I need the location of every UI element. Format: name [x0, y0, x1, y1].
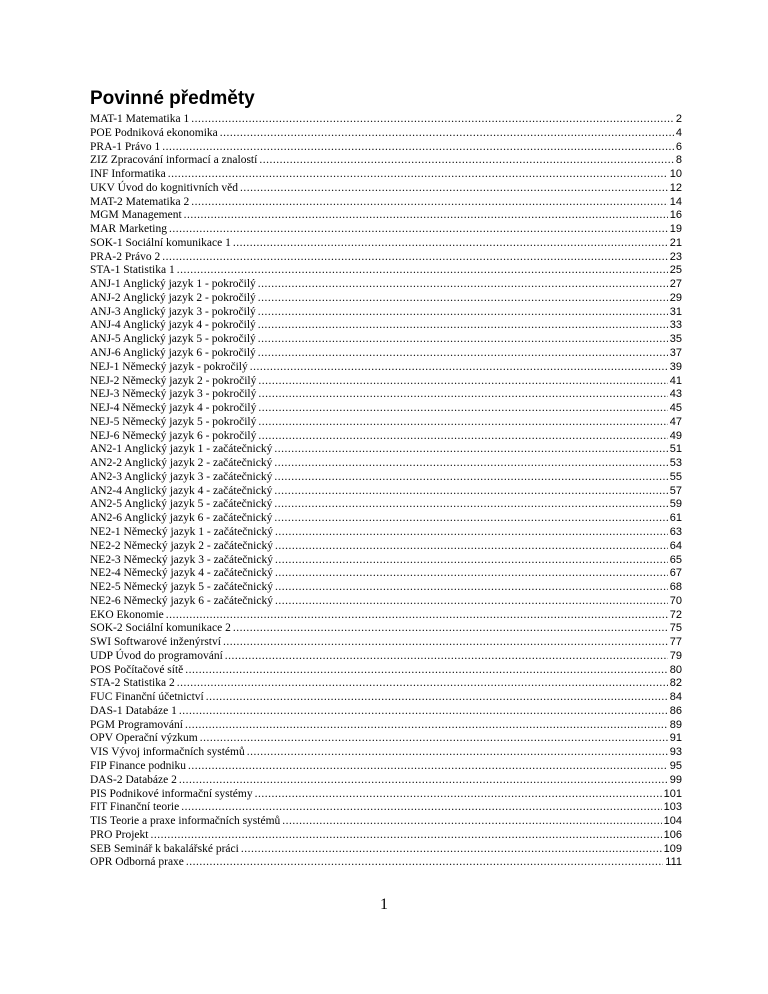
- toc-entry[interactable]: [90, 402, 682, 416]
- toc-entry[interactable]: [90, 732, 682, 746]
- dot-leader: [220, 127, 674, 141]
- toc-entry-page: 55: [669, 470, 682, 483]
- toc-entry-title: AN2-3 Anglický jazyk 3 - začátečnický: [90, 470, 273, 483]
- dot-leader: [258, 430, 667, 444]
- toc-entry[interactable]: [90, 705, 682, 719]
- toc-entry[interactable]: [90, 223, 682, 237]
- toc-entry-title: ANJ-5 Anglický jazyk 5 - pokročilý: [90, 333, 256, 346]
- toc-entry[interactable]: [90, 788, 682, 802]
- toc-entry-page: 109: [663, 842, 682, 855]
- toc-entry-page: 84: [669, 691, 682, 704]
- toc-entry-title: NE2-3 Německý jazyk 3 - začátečnický: [90, 553, 273, 566]
- toc-entry-page: 49: [669, 429, 682, 442]
- toc-entry-title: AN2-4 Anglický jazyk 4 - začátečnický: [90, 484, 273, 497]
- toc-entry-title: ANJ-2 Anglický jazyk 2 - pokročilý: [90, 291, 256, 304]
- toc-entry[interactable]: [90, 774, 682, 788]
- dot-leader: [188, 760, 668, 774]
- toc-entry-title: ZIZ Zpracování informací a znalostí: [90, 154, 258, 167]
- toc-entry[interactable]: [90, 168, 682, 182]
- toc-entry-page: 14: [669, 195, 682, 208]
- toc-entry-page: 82: [669, 677, 682, 690]
- toc-entry-page: 77: [669, 636, 682, 649]
- toc-entry-title: AN2-6 Anglický jazyk 6 - začátečnický: [90, 512, 273, 525]
- toc-entry[interactable]: [90, 306, 682, 320]
- dot-leader: [275, 554, 668, 568]
- dot-leader: [223, 636, 668, 650]
- toc-entry-title: OPV Operační výzkum: [90, 732, 198, 745]
- dot-leader: [274, 471, 667, 485]
- dot-leader: [275, 567, 668, 581]
- toc-entry[interactable]: [90, 664, 682, 678]
- toc-entry-title: MAR Marketing: [90, 223, 167, 236]
- toc-entry-page: 103: [663, 801, 682, 814]
- dot-leader: [275, 581, 668, 595]
- toc-entry[interactable]: [90, 512, 682, 526]
- toc-entry-page: 29: [669, 291, 682, 304]
- dot-leader: [233, 622, 668, 636]
- dot-leader: [184, 209, 668, 223]
- toc-entry-title: NE2-2 Německý jazyk 2 - začátečnický: [90, 539, 273, 552]
- toc-entry-page: 2: [675, 113, 682, 125]
- toc-entry-page: 59: [669, 498, 682, 511]
- dot-leader: [258, 402, 667, 416]
- toc-entry[interactable]: [90, 650, 682, 664]
- toc-entry-title: PRA-2 Právo 2: [90, 250, 161, 263]
- toc-entry-title: NE2-5 Německý jazyk 5 - začátečnický: [90, 581, 273, 594]
- dot-leader: [186, 856, 663, 870]
- toc-entry-title: DAS-2 Databáze 2: [90, 773, 177, 786]
- toc-entry[interactable]: [90, 498, 682, 512]
- toc-entry-title: UDP Úvod do programování: [90, 649, 223, 662]
- toc-entry-title: FUC Finanční účetnictví: [90, 691, 204, 704]
- toc-entry-title: FIT Finanční teorie: [90, 801, 180, 814]
- toc-entry-page: 39: [669, 360, 682, 373]
- table-of-contents: [90, 113, 682, 870]
- toc-entry-page: 93: [669, 746, 682, 759]
- toc-entry-page: 68: [669, 581, 682, 594]
- toc-entry-page: 61: [669, 512, 682, 525]
- toc-entry[interactable]: [90, 264, 682, 278]
- page-title: Povinné předměty: [90, 88, 255, 109]
- toc-entry[interactable]: [90, 416, 682, 430]
- toc-entry[interactable]: [90, 856, 682, 870]
- toc-entry-page: 111: [665, 856, 682, 869]
- toc-entry-title: PGM Programování: [90, 718, 183, 731]
- dot-leader: [274, 512, 667, 526]
- dot-leader: [191, 196, 668, 210]
- toc-entry-title: SWI Softwarové inženýrství: [90, 636, 221, 649]
- dot-leader: [206, 691, 668, 705]
- toc-entry-title: PRA-1 Právo 1: [90, 140, 161, 153]
- toc-entry[interactable]: [90, 375, 682, 389]
- toc-entry-page: 63: [669, 525, 682, 538]
- toc-entry-page: 23: [669, 250, 682, 263]
- toc-entry-page: 43: [669, 388, 682, 401]
- toc-entry-title: ANJ-3 Anglický jazyk 3 - pokročilý: [90, 305, 256, 318]
- toc-entry-page: 101: [663, 787, 682, 800]
- toc-entry-page: 57: [669, 484, 682, 497]
- toc-entry-page: 16: [669, 209, 682, 222]
- toc-entry[interactable]: [90, 843, 682, 857]
- dot-leader: [191, 113, 674, 127]
- toc-entry[interactable]: [90, 636, 682, 650]
- dot-leader: [255, 788, 662, 802]
- toc-entry-title: NE2-6 Německý jazyk 6 - začátečnický: [90, 594, 273, 607]
- toc-entry[interactable]: [90, 760, 682, 774]
- toc-entry[interactable]: [90, 154, 682, 168]
- toc-entry[interactable]: [90, 581, 682, 595]
- toc-entry-page: 8: [675, 154, 682, 167]
- dot-leader: [274, 443, 667, 457]
- toc-entry[interactable]: [90, 347, 682, 361]
- toc-entry-page: 27: [669, 278, 682, 291]
- toc-entry-page: 79: [669, 649, 682, 662]
- dot-leader: [275, 540, 668, 554]
- dot-leader: [282, 815, 661, 829]
- toc-entry-title: FIP Finance podniku: [90, 759, 187, 772]
- toc-entry-title: VIS Vývoj informačních systémů: [90, 746, 245, 759]
- page-number: 1: [380, 896, 388, 913]
- toc-entry[interactable]: [90, 815, 682, 829]
- toc-entry-page: 86: [669, 704, 682, 717]
- toc-entry-title: NEJ-6 Německý jazyk 6 - pokročilý: [90, 429, 257, 442]
- toc-entry-page: 51: [669, 443, 682, 456]
- toc-entry[interactable]: [90, 540, 682, 554]
- dot-leader: [250, 361, 668, 375]
- toc-entry[interactable]: [90, 319, 682, 333]
- toc-entry-title: TIS Teorie a praxe informačních systémů: [90, 815, 281, 828]
- dot-leader: [177, 264, 668, 278]
- dot-leader: [200, 732, 668, 746]
- toc-entry-title: NE2-1 Německý jazyk 1 - začátečnický: [90, 525, 273, 538]
- toc-entry-page: 106: [663, 828, 682, 841]
- dot-leader: [274, 498, 667, 512]
- toc-entry-title: NEJ-5 Německý jazyk 5 - pokročilý: [90, 415, 257, 428]
- toc-entry-title: MGM Management: [90, 209, 182, 222]
- toc-entry[interactable]: [90, 609, 682, 623]
- dot-leader: [162, 141, 674, 155]
- toc-entry-page: 31: [669, 305, 682, 318]
- toc-entry[interactable]: [90, 677, 682, 691]
- toc-entry[interactable]: [90, 691, 682, 705]
- toc-entry-title: STA-2 Statistika 2: [90, 677, 175, 690]
- toc-entry[interactable]: [90, 471, 682, 485]
- toc-entry-page: 10: [669, 168, 682, 181]
- toc-entry-page: 19: [669, 223, 682, 236]
- dot-leader: [258, 319, 668, 333]
- toc-entry-page: 91: [669, 732, 682, 745]
- toc-entry-title: SEB Seminář k bakalářské práci: [90, 842, 239, 855]
- toc-entry[interactable]: [90, 127, 682, 141]
- dot-leader: [179, 774, 668, 788]
- toc-entry[interactable]: [90, 622, 682, 636]
- dot-leader: [162, 251, 667, 265]
- toc-entry-page: 53: [669, 457, 682, 470]
- toc-entry-title: PRO Projekt: [90, 828, 149, 841]
- dot-leader: [258, 306, 668, 320]
- toc-entry-title: UKV Úvod do kognitivních věd: [90, 181, 239, 194]
- toc-entry-title: NE2-4 Německý jazyk 4 - začátečnický: [90, 567, 273, 580]
- toc-entry-title: AN2-1 Anglický jazyk 1 - začátečnický: [90, 443, 273, 456]
- dot-leader: [258, 375, 667, 389]
- toc-entry[interactable]: [90, 333, 682, 347]
- toc-entry[interactable]: [90, 595, 682, 609]
- toc-entry-page: 95: [669, 759, 682, 772]
- toc-entry-page: 41: [669, 374, 682, 387]
- toc-entry-title: POS Počítačové sítě: [90, 663, 184, 676]
- toc-entry-page: 75: [669, 622, 682, 635]
- toc-entry[interactable]: [90, 388, 682, 402]
- dot-leader: [179, 705, 668, 719]
- toc-entry-title: ANJ-4 Anglický jazyk 4 - pokročilý: [90, 319, 256, 332]
- dot-leader: [258, 347, 668, 361]
- toc-entry[interactable]: [90, 278, 682, 292]
- dot-leader: [274, 457, 667, 471]
- toc-entry-page: 45: [669, 402, 682, 415]
- dot-leader: [169, 223, 668, 237]
- toc-entry-title: STA-1 Statistika 1: [90, 264, 175, 277]
- dot-leader: [185, 664, 667, 678]
- toc-entry-title: ANJ-1 Anglický jazyk 1 - pokročilý: [90, 278, 256, 291]
- toc-entry-page: 67: [669, 567, 682, 580]
- toc-entry-title: OPR Odborná praxe: [90, 856, 184, 869]
- toc-entry[interactable]: [90, 719, 682, 733]
- toc-entry[interactable]: [90, 361, 682, 375]
- toc-entry-title: SOK-1 Sociální komunikace 1: [90, 236, 231, 249]
- toc-entry-page: 12: [669, 181, 682, 194]
- dot-leader: [233, 237, 668, 251]
- toc-entry[interactable]: [90, 196, 682, 210]
- dot-leader: [258, 333, 668, 347]
- dot-leader: [247, 746, 668, 760]
- toc-entry-title: NEJ-2 Německý jazyk 2 - pokročilý: [90, 374, 257, 387]
- toc-entry-page: 33: [669, 319, 682, 332]
- toc-entry[interactable]: [90, 567, 682, 581]
- toc-entry[interactable]: [90, 443, 682, 457]
- toc-entry-page: 104: [663, 815, 682, 828]
- toc-entry-title: MAT-1 Matematika 1: [90, 113, 190, 125]
- dot-leader: [258, 388, 667, 402]
- toc-entry-title: EKO Ekonomie: [90, 608, 164, 621]
- toc-entry[interactable]: [90, 746, 682, 760]
- dot-leader: [258, 278, 668, 292]
- toc-entry[interactable]: [90, 457, 682, 471]
- toc-entry[interactable]: [90, 801, 682, 815]
- dot-leader: [166, 609, 668, 623]
- dot-leader: [275, 595, 668, 609]
- toc-entry-page: 99: [669, 773, 682, 786]
- dot-leader: [258, 416, 667, 430]
- toc-entry[interactable]: [90, 292, 682, 306]
- toc-entry-page: 37: [669, 347, 682, 360]
- toc-entry-title: AN2-2 Anglický jazyk 2 - začátečnický: [90, 457, 273, 470]
- dot-leader: [258, 292, 668, 306]
- dot-leader: [274, 485, 667, 499]
- toc-entry-title: POE Podniková ekonomika: [90, 126, 218, 139]
- toc-entry[interactable]: [90, 251, 682, 265]
- toc-entry[interactable]: [90, 182, 682, 196]
- toc-entry-page: 25: [669, 264, 682, 277]
- toc-entry-title: INF Informatika: [90, 168, 166, 181]
- toc-entry-page: 70: [669, 594, 682, 607]
- dot-leader: [240, 182, 668, 196]
- toc-entry[interactable]: [90, 237, 682, 251]
- toc-entry-title: NEJ-4 Německý jazyk 4 - pokročilý: [90, 402, 257, 415]
- dot-leader: [259, 154, 674, 168]
- dot-leader: [275, 526, 668, 540]
- toc-entry-title: NEJ-3 Německý jazyk 3 - pokročilý: [90, 388, 257, 401]
- toc-entry-title: NEJ-1 Německý jazyk - pokročilý: [90, 360, 248, 373]
- toc-entry-page: 47: [669, 415, 682, 428]
- toc-entry-page: 65: [669, 553, 682, 566]
- toc-entry-title: ANJ-6 Anglický jazyk 6 - pokročilý: [90, 347, 256, 360]
- toc-entry[interactable]: [90, 113, 682, 127]
- toc-entry-page: 89: [669, 718, 682, 731]
- toc-entry[interactable]: [90, 141, 682, 155]
- dot-leader: [241, 843, 662, 857]
- toc-entry-title: DAS-1 Databáze 1: [90, 704, 177, 717]
- toc-entry-page: 6: [675, 140, 682, 153]
- toc-entry-page: 35: [669, 333, 682, 346]
- dot-leader: [185, 719, 668, 733]
- dot-leader: [150, 829, 661, 843]
- toc-entry-page: 21: [669, 236, 682, 249]
- toc-entry[interactable]: [90, 554, 682, 568]
- dot-leader: [177, 677, 668, 691]
- toc-entry[interactable]: [90, 526, 682, 540]
- toc-entry-title: AN2-5 Anglický jazyk 5 - začátečnický: [90, 498, 273, 511]
- toc-entry[interactable]: [90, 829, 682, 843]
- toc-entry-title: MAT-2 Matematika 2: [90, 195, 190, 208]
- toc-entry[interactable]: [90, 209, 682, 223]
- toc-entry-page: 64: [669, 539, 682, 552]
- toc-entry-page: 4: [675, 126, 682, 139]
- toc-entry[interactable]: [90, 430, 682, 444]
- toc-entry-page: 80: [669, 663, 682, 676]
- dot-leader: [181, 801, 661, 815]
- toc-entry-page: 72: [669, 608, 682, 621]
- toc-entry-title: PIS Podnikové informační systémy: [90, 787, 253, 800]
- dot-leader: [168, 168, 668, 182]
- toc-entry[interactable]: [90, 485, 682, 499]
- toc-entry-title: SOK-2 Sociální komunikace 2: [90, 622, 231, 635]
- dot-leader: [225, 650, 668, 664]
